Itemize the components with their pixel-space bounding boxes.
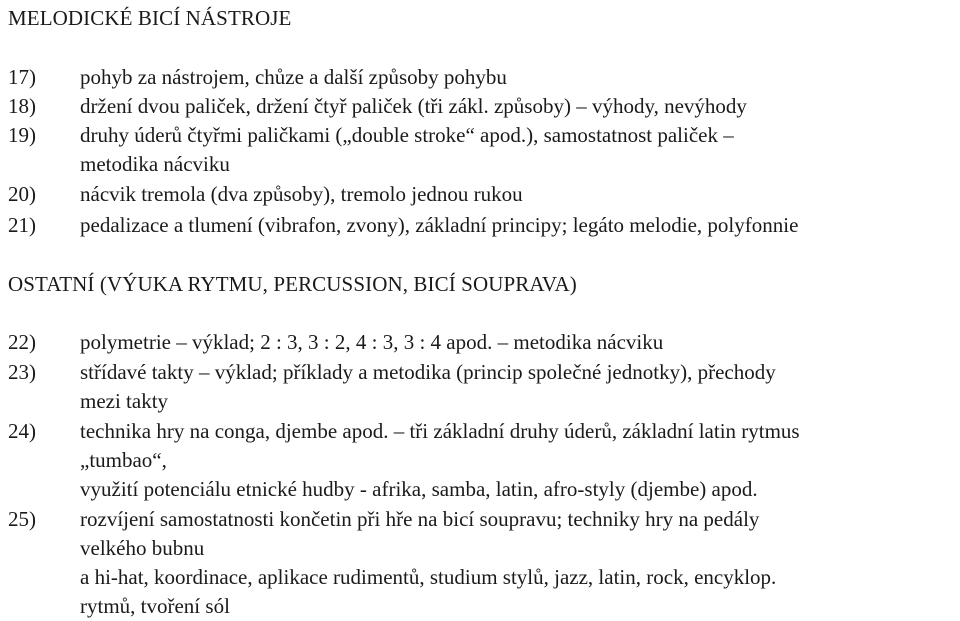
section-heading-other: OSTATNÍ (VÝUKA RYTMU, PERCUSSION, BICÍ SOUPRAVA) — [8, 272, 577, 296]
item-text-continuation: mezi takty — [80, 389, 169, 413]
item-text-continuation: „tumbao“, — [80, 448, 167, 472]
item-text: střídavé takty – výklad; příklady a metodika (princip společné jednotky), přechody — [80, 360, 776, 384]
item-number: 19) — [8, 123, 36, 147]
item-number: 20) — [8, 182, 36, 206]
item-number: 21) — [8, 213, 36, 237]
item-text: pohyb za nástrojem, chůze a další způsoby pohybu — [80, 65, 507, 89]
item-text-continuation: velkého bubnu — [80, 536, 205, 560]
item-text: technika hry na conga, djembe apod. – tři základní druhy úderů, základní latin rytmus — [80, 419, 800, 443]
item-text: rozvíjení samostatnosti končetin při hře na bicí soupravu; techniky hry na pedály — [80, 507, 760, 531]
item-number: 24) — [8, 419, 36, 443]
item-number: 23) — [8, 360, 36, 384]
item-text-continuation: a hi-hat, koordinace, aplikace rudimentů, studium stylů, jazz, latin, rock, encyklop. — [80, 565, 777, 589]
item-text: nácvik tremola (dva způsoby), tremolo jednou rukou — [80, 182, 523, 206]
item-text-continuation: rytmů, tvoření sól — [80, 594, 230, 618]
item-text: druhy úderů čtyřmi paličkami („double stroke“ apod.), samostatnost paliček – — [80, 123, 734, 147]
item-text: pedalizace a tlumení (vibrafon, zvony), základní principy; legáto melodie, polyfonnie — [80, 213, 799, 237]
item-text-continuation: metodika nácviku — [80, 152, 230, 176]
item-number: 25) — [8, 507, 36, 531]
item-text: držení dvou paliček, držení čtyř paliček (tři zákl. způsoby) – výhody, nevýhody — [80, 94, 747, 118]
item-text-continuation: využití potenciálu etnické hudby - afrika, samba, latin, afro-styly (djembe) apod. — [80, 477, 758, 501]
item-number: 18) — [8, 94, 36, 118]
section-heading-melodic-percussion: MELODICKÉ BICÍ NÁSTROJE — [8, 6, 292, 30]
item-number: 22) — [8, 330, 36, 354]
item-number: 17) — [8, 65, 36, 89]
item-text: polymetrie – výklad; 2 : 3, 3 : 2, 4 : 3, 3 : 4 apod. – metodika nácviku — [80, 330, 664, 354]
